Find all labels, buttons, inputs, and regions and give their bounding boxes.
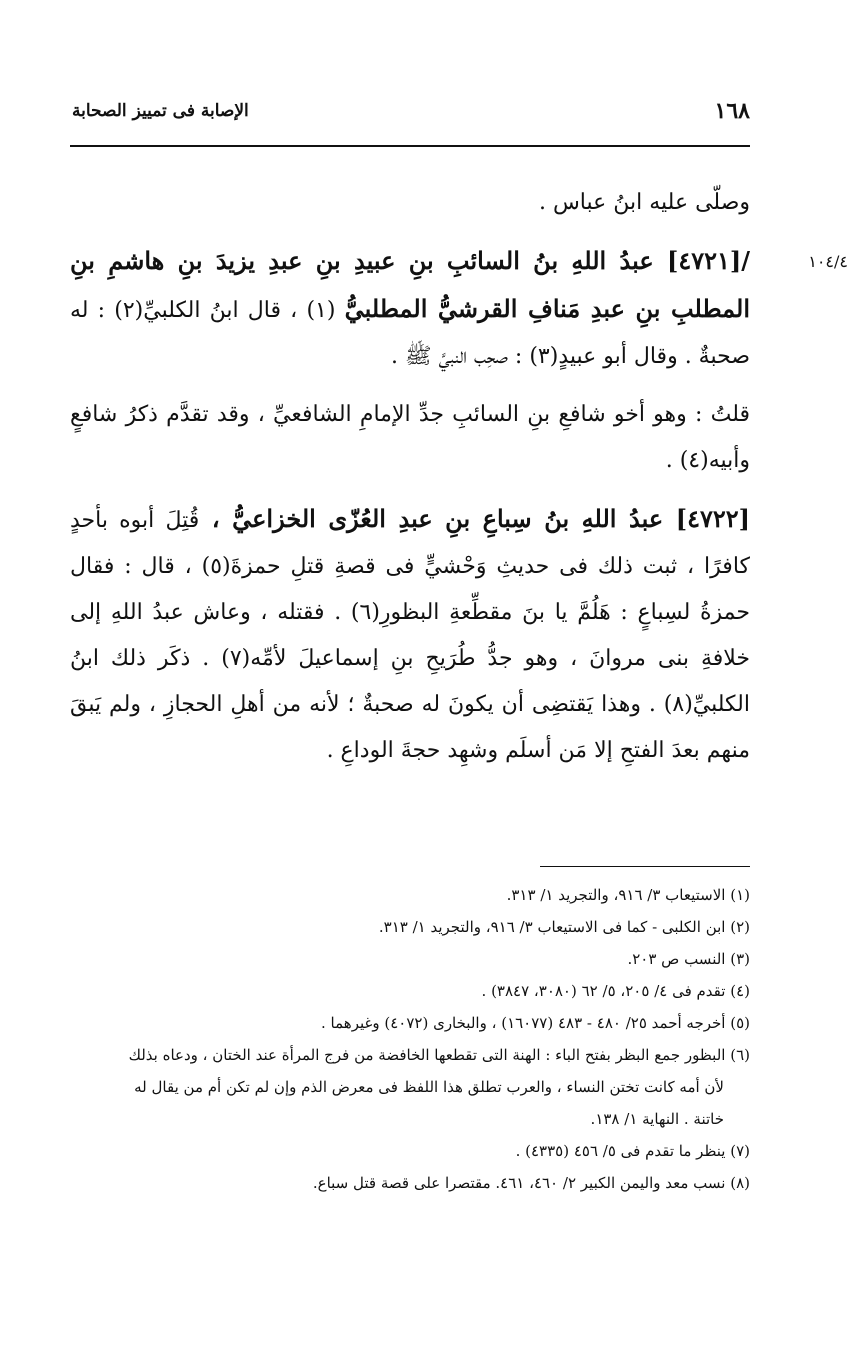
paragraph-text: وصلّى عليه ابنُ عباس . (538, 190, 750, 215)
running-title: الإصابة فى تمييز الصحابة (72, 101, 249, 121)
footnotes (70, 880, 750, 1200)
footnote: (٨) نسب معد واليمن الكبير ٢/ ٤٦٠، ٤٦١. مقتصرا على قصة قتل سباع. (312, 1174, 750, 1192)
entry-text: (١) ، قال ابنُ الكلبيِّ(٢) : له صحبةٌ . وقال أبو عبيدٍ(٣) : صحِب النبيَّ ﷺ . (70, 298, 750, 369)
entry-text: قُتِلَ أبوه بأحدٍ كافرًا ، ثبت ذلك فى حديثِ وَحْشيٍّ فى قصةِ قتلِ حمزةَ(٥) ، قال : فقال حمزةُ لسِباعٍ : هَلُمَّ يا بنَ مقطِّعةِ البظورِ(٦) . فقتله ، وعاش عبدُ اللهِ إلى خلافةِ بنى مروانَ ، وهو جدُّ طُرَيحِ بنِ إسماعيلَ لأمِّه(٧) . ذكَر ذلك ابنُ الكلبيِّ(٨) . وهذا يَقتضِى أن يكونَ له صحبةٌ ؛ لأنه من أهلِ الحجازِ ، ولم يَبقَ منهم بعدَ الفتحِ إلا مَن أسلَم وشهِد حجةَ الوداعِ . (70, 508, 750, 763)
paragraph (70, 180, 750, 226)
footnote: (٢) ابن الكلبى - كما فى الاستيعاب ٣/ ٩١٦، والتجريد ١/ ٣١٣. (378, 918, 750, 936)
page-number: ١٦٨ (714, 98, 750, 124)
footnote: (٥) أخرجه أحمد ٢٥/ ٤٨٠ - ٤٨٣ (١٦٠٧٧) ، والبخارى (٤٠٧٢) وغيرهما . (321, 1014, 750, 1032)
header-rule (70, 145, 750, 147)
running-header (72, 96, 750, 126)
footnote: (٦) البظور جمع البظر بفتح الباء : الهنة التى تقطعها الخافضة من فرج المرأة عند الختان ، ودعاه بذلك (128, 1046, 750, 1064)
footnote: (٣) النسب ص ٢٠٣. (627, 950, 750, 968)
footnote: (٧) ينظر ما تقدم فى ٥/ ٤٥٦ (٤٣٣٥) . (515, 1142, 750, 1160)
footnote: (١) الاستيعاب ٣/ ٩١٦، والتجريد ١/ ٣١٣. (506, 886, 750, 904)
footnote-rule (540, 866, 750, 867)
main-text (70, 180, 750, 774)
footnote-continuation: لأن أمه كانت تختن النساء ، والعرب تطلق هذا اللفظ فى معرض الذم وإن لم تكن أم من يقال له (134, 1078, 724, 1096)
entry-4721 (70, 238, 750, 380)
entry-heading: /[٤٧٢١] عبدُ اللهِ بنُ السائبِ بنِ عبيدِ بنِ عبدِ يزيدَ بنِ هاشمِ بنِ المطلبِ بنِ عبدِ مَنافِ القرشيُّ المطلبيُّ (70, 246, 750, 323)
footnote-continuation: خاتنة . النهاية ١/ ١٣٨. (590, 1110, 724, 1128)
margin-reference: ١٠٤/٤ (808, 252, 848, 271)
entry-heading: [٤٧٢٢] عبدُ اللهِ بنُ سِباعِ بنِ عبدِ العُزّى الخزاعيُّ ، (199, 504, 750, 533)
paragraph-text: قلتُ : وهو أخو شافعِ بنِ السائبِ جدِّ الإمامِ الشافعيِّ ، وقد تقدَّم ذكرُ شافعٍ وأبيه(٤) . (70, 402, 750, 473)
footnote: (٤) تقدم فى ٤/ ٢٠٥، ٥/ ٦٢ (٣٠٨٠، ٣٨٤٧) . (481, 982, 750, 1000)
entry-4722 (70, 496, 750, 774)
paragraph (70, 392, 750, 484)
